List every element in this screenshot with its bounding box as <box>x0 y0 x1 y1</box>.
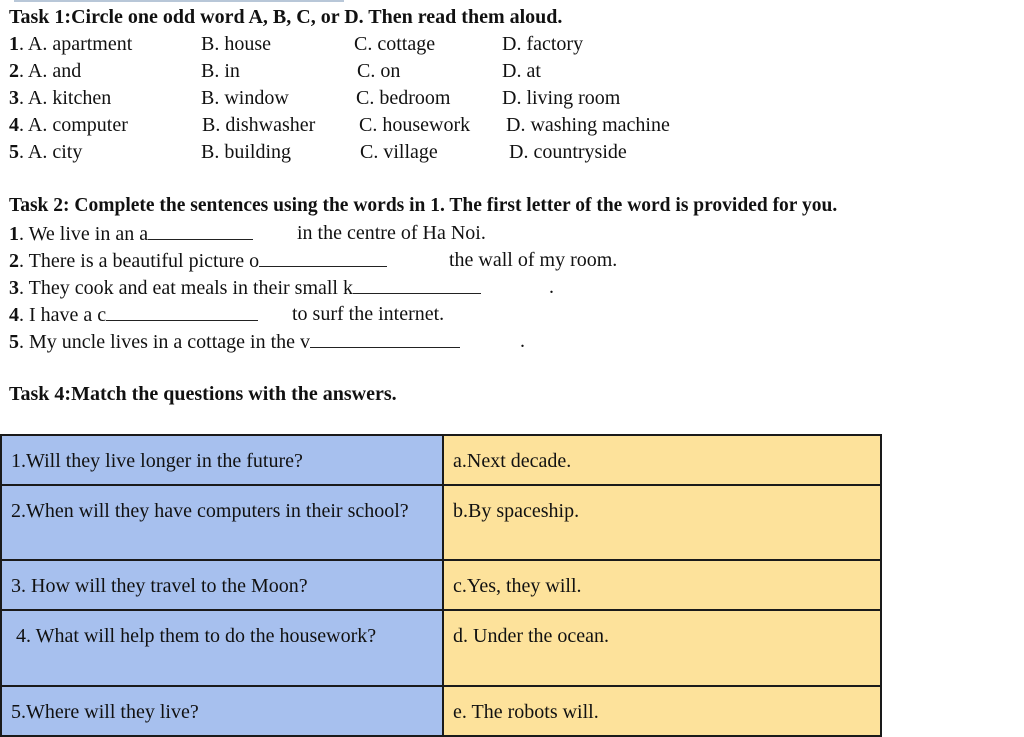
task1-row-4 <box>9 113 670 137</box>
sentence-number: 5 <box>9 331 19 353</box>
table-row <box>1 435 881 485</box>
answer-blank[interactable] <box>310 329 460 348</box>
row-number: 3 <box>9 87 19 109</box>
table-row <box>1 610 881 686</box>
option-a: . A. computer <box>19 114 128 136</box>
option-d: D. washing machine <box>506 114 670 136</box>
answer-blank[interactable] <box>148 221 253 240</box>
answer-cell[interactable]: d. Under the ocean. <box>443 610 881 686</box>
table-row <box>1 686 881 736</box>
option-c: C. village <box>360 141 438 163</box>
sentence-text-before: . I have a c <box>19 304 107 326</box>
question-cell[interactable]: 1.Will they live longer in the future? <box>1 435 443 485</box>
sentence-text-after: to surf the internet. <box>292 303 445 325</box>
task1-row-1 <box>9 32 584 56</box>
task2-sentence-2 <box>9 248 618 273</box>
task2-sentence-5 <box>9 329 525 354</box>
option-d: D. at <box>502 60 541 82</box>
option-a: . A. city <box>19 141 83 163</box>
option-a: . A. apartment <box>19 33 133 55</box>
answer-blank[interactable] <box>259 248 387 267</box>
option-a: . A. and <box>19 60 82 82</box>
answer-cell[interactable]: a.Next decade. <box>443 435 881 485</box>
task2-sentence-3 <box>9 275 554 300</box>
task2-title: Task 2: Complete the sentences using the words in 1. The first letter of the word is provided for you. <box>9 195 838 216</box>
option-c: C. housework <box>359 114 471 136</box>
sentence-text-after: in the centre of Ha Noi. <box>297 222 486 244</box>
answer-blank[interactable] <box>353 275 481 294</box>
sentence-text-before: . My uncle lives in a cottage in the v <box>19 331 311 353</box>
task2-sentence-4 <box>9 302 445 327</box>
task2-sentence-1 <box>9 221 486 246</box>
option-b: B. in <box>201 60 240 82</box>
answer-cell[interactable]: b.By spaceship. <box>443 485 881 560</box>
option-a: . A. kitchen <box>19 87 112 109</box>
task1-row-3 <box>9 86 621 110</box>
matching-table <box>0 434 882 737</box>
task1-row-2 <box>9 59 541 83</box>
row-number: 5 <box>9 141 19 163</box>
option-c: C. bedroom <box>356 87 451 109</box>
option-b: B. building <box>201 141 292 163</box>
answer-cell[interactable]: e. The robots will. <box>443 686 881 736</box>
sentence-text-before: . We live in an a <box>19 223 149 245</box>
top-border-line <box>14 0 344 2</box>
sentence-text-after: . <box>520 330 525 352</box>
question-cell[interactable]: 3. How will they travel to the Moon? <box>1 560 443 610</box>
option-b: B. dishwasher <box>202 114 316 136</box>
task1-title: Task 1:Circle one odd word A, B, C, or D. Then read them aloud. <box>9 6 563 28</box>
option-c: C. cottage <box>354 33 436 55</box>
question-cell[interactable]: 5.Where will they live? <box>1 686 443 736</box>
task1-row-5 <box>9 140 627 164</box>
option-d: D. countryside <box>509 141 627 163</box>
task4-title: Task 4:Match the questions with the answers. <box>9 383 397 405</box>
option-b: B. window <box>201 87 289 109</box>
question-cell[interactable]: 2.When will they have computers in their school? <box>1 485 443 560</box>
sentence-text-before: . They cook and eat meals in their small k <box>19 277 353 299</box>
row-number: 1 <box>9 33 19 55</box>
sentence-number: 1 <box>9 223 19 245</box>
option-b: B. house <box>201 33 271 55</box>
row-number: 4 <box>9 114 19 136</box>
sentence-number: 2 <box>9 250 19 272</box>
option-d: D. living room <box>502 87 621 109</box>
table-row <box>1 485 881 560</box>
option-c: C. on <box>357 60 401 82</box>
sentence-text-before: . There is a beautiful picture o <box>19 250 260 272</box>
sentence-text-after: . <box>549 276 554 298</box>
sentence-number: 4 <box>9 304 19 326</box>
answer-blank[interactable] <box>106 302 258 321</box>
row-number: 2 <box>9 60 19 82</box>
option-d: D. factory <box>502 33 584 55</box>
question-cell[interactable]: 4. What will help them to do the housework? <box>1 610 443 686</box>
answer-cell[interactable]: c.Yes, they will. <box>443 560 881 610</box>
table-row <box>1 560 881 610</box>
sentence-number: 3 <box>9 277 19 299</box>
sentence-text-after: the wall of my room. <box>449 249 618 271</box>
